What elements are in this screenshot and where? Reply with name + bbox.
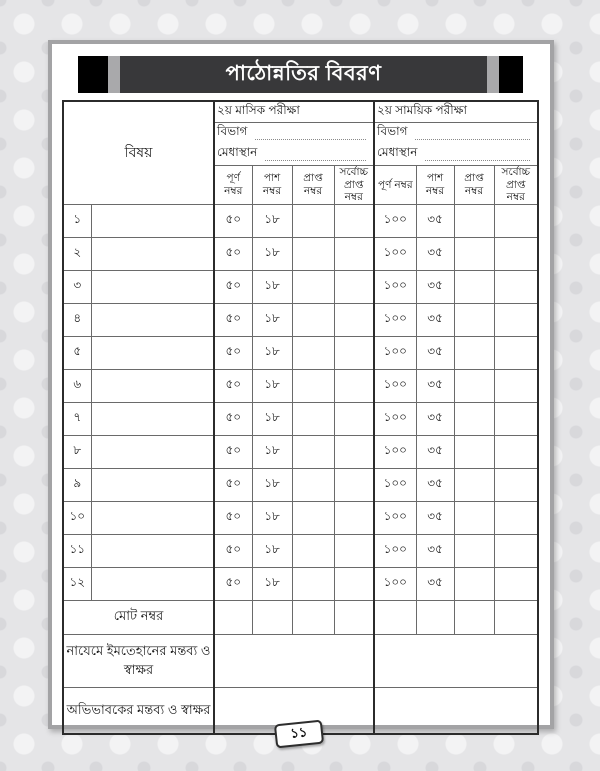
guardian-signature-label: অভিভাবকের মন্তব্য ও স্বাক্ষর <box>63 687 214 734</box>
exam1-merit-field <box>214 144 374 166</box>
exam2-obtained-marks-cell <box>454 270 494 303</box>
total-cell <box>214 600 252 634</box>
exam1-obtained-marks-cell <box>292 402 334 435</box>
exam-title-row <box>63 101 538 123</box>
exam2-pass-marks-cell: ৩৫ <box>416 204 454 237</box>
exam2-pass-marks-header: পাশ নম্বর <box>416 166 454 205</box>
examiner-signature-row <box>63 634 538 687</box>
table-row <box>63 402 538 435</box>
row-number-cell: ৩ <box>63 270 91 303</box>
exam1-highest-marks-cell <box>334 303 374 336</box>
exam2-pass-marks-cell: ৩৫ <box>416 270 454 303</box>
exam1-highest-marks-cell <box>334 204 374 237</box>
exam2-full-marks-cell: ১০০ <box>374 237 416 270</box>
exam2-full-marks-cell: ১০০ <box>374 336 416 369</box>
exam2-highest-marks-cell <box>494 204 538 237</box>
dotted-fill-line <box>265 159 366 161</box>
exam1-title: ২য় মাসিক পরীক্ষা <box>214 101 374 123</box>
row-number-cell: ৫ <box>63 336 91 369</box>
exam1-highest-marks-cell <box>334 501 374 534</box>
exam1-full-marks-cell: ৫০ <box>214 237 252 270</box>
table-row <box>63 534 538 567</box>
subject-cell <box>91 303 214 336</box>
exam2-full-marks-header: পূর্ণ নম্বর <box>374 166 416 205</box>
subject-cell <box>91 369 214 402</box>
exam2-obtained-marks-cell <box>454 336 494 369</box>
exam2-pass-marks-cell: ৩৫ <box>416 336 454 369</box>
table-row <box>63 237 538 270</box>
exam2-highest-marks-cell <box>494 402 538 435</box>
exam2-obtained-marks-cell <box>454 303 494 336</box>
exam2-highest-marks-cell <box>494 534 538 567</box>
row-number-cell: ১০ <box>63 501 91 534</box>
subject-cell <box>91 204 214 237</box>
exam2-division-label: বিভাগ <box>377 124 408 139</box>
banner-left-gray-stripe <box>108 56 120 93</box>
exam1-pass-marks-cell: ১৮ <box>252 567 292 600</box>
exam2-obtained-marks-cell <box>454 435 494 468</box>
exam2-obtained-marks-cell <box>454 369 494 402</box>
exam2-title: ২য় সাময়িক পরীক্ষা <box>374 101 538 123</box>
row-number-cell: ৮ <box>63 435 91 468</box>
exam2-guardian-signature-cell <box>374 687 538 734</box>
exam1-highest-marks-header: সর্বোচ্চ প্রাপ্ত নম্বর <box>334 166 374 205</box>
dotted-fill-line <box>425 159 530 161</box>
dotted-fill-line <box>415 138 530 140</box>
exam2-merit-label: মেধাস্থান <box>377 145 418 160</box>
row-number-cell: ৭ <box>63 402 91 435</box>
exam2-highest-marks-cell <box>494 567 538 600</box>
exam2-obtained-marks-cell <box>454 402 494 435</box>
exam1-obtained-marks-cell <box>292 336 334 369</box>
table-row <box>63 468 538 501</box>
exam1-pass-marks-cell: ১৮ <box>252 501 292 534</box>
total-cell <box>292 600 334 634</box>
subject-cell <box>91 402 214 435</box>
exam2-pass-marks-cell: ৩৫ <box>416 435 454 468</box>
exam1-pass-marks-cell: ১৮ <box>252 336 292 369</box>
exam1-full-marks-cell: ৫০ <box>214 303 252 336</box>
subject-column-header: বিষয় <box>63 101 214 204</box>
exam1-full-marks-cell: ৫০ <box>214 501 252 534</box>
exam2-pass-marks-cell: ৩৫ <box>416 369 454 402</box>
exam2-obtained-marks-cell <box>454 468 494 501</box>
progress-table <box>62 100 539 735</box>
exam1-obtained-marks-cell <box>292 204 334 237</box>
banner-right-black-block <box>499 56 523 93</box>
table-row <box>63 435 538 468</box>
exam2-full-marks-cell: ১০০ <box>374 567 416 600</box>
dotted-fill-line <box>255 138 366 140</box>
exam2-obtained-marks-header: প্রাপ্ত নম্বর <box>454 166 494 205</box>
table-row <box>63 501 538 534</box>
exam1-highest-marks-cell <box>334 402 374 435</box>
examiner-signature-label: নাযেমে ইমতেহানের মন্তব্য ও স্বাক্ষর <box>63 634 214 687</box>
exam1-full-marks-cell: ৫০ <box>214 402 252 435</box>
exam1-full-marks-cell: ৫০ <box>214 369 252 402</box>
table-row <box>63 204 538 237</box>
exam2-division-field <box>374 123 538 144</box>
exam1-obtained-marks-cell <box>292 435 334 468</box>
exam1-full-marks-cell: ৫০ <box>214 534 252 567</box>
exam1-merit-label: মেধাস্থান <box>217 145 258 160</box>
exam1-highest-marks-cell <box>334 435 374 468</box>
exam1-full-marks-cell: ৫০ <box>214 468 252 501</box>
exam1-pass-marks-cell: ১৮ <box>252 237 292 270</box>
total-cell <box>374 600 416 634</box>
total-marks-row <box>63 600 538 634</box>
exam2-full-marks-cell: ১০০ <box>374 303 416 336</box>
exam1-highest-marks-cell <box>334 567 374 600</box>
exam1-pass-marks-cell: ১৮ <box>252 435 292 468</box>
exam1-highest-marks-cell <box>334 534 374 567</box>
subject-cell <box>91 567 214 600</box>
exam2-highest-marks-cell <box>494 435 538 468</box>
exam2-highest-marks-cell <box>494 270 538 303</box>
table-row <box>63 369 538 402</box>
exam1-full-marks-cell: ৫০ <box>214 270 252 303</box>
exam1-highest-marks-cell <box>334 336 374 369</box>
exam1-obtained-marks-cell <box>292 237 334 270</box>
table-row <box>63 567 538 600</box>
exam2-obtained-marks-cell <box>454 534 494 567</box>
exam1-obtained-marks-cell <box>292 303 334 336</box>
exam2-highest-marks-cell <box>494 237 538 270</box>
exam2-obtained-marks-cell <box>454 567 494 600</box>
table-row <box>63 336 538 369</box>
exam2-examiner-signature-cell <box>374 634 538 687</box>
page-title: পাঠোন্নতির বিবরণ <box>120 56 487 93</box>
exam2-pass-marks-cell: ৩৫ <box>416 567 454 600</box>
exam2-highest-marks-header: সর্বোচ্চ প্রাপ্ত নম্বর <box>494 166 538 205</box>
exam1-highest-marks-cell <box>334 468 374 501</box>
row-number-cell: ১১ <box>63 534 91 567</box>
exam2-obtained-marks-cell <box>454 501 494 534</box>
exam1-pass-marks-cell: ১৮ <box>252 468 292 501</box>
table-row <box>63 303 538 336</box>
exam1-examiner-signature-cell <box>214 634 374 687</box>
subject-cell <box>91 270 214 303</box>
total-cell <box>334 600 374 634</box>
exam2-full-marks-cell: ১০০ <box>374 501 416 534</box>
exam1-obtained-marks-cell <box>292 501 334 534</box>
exam2-obtained-marks-cell <box>454 237 494 270</box>
exam2-pass-marks-cell: ৩৫ <box>416 468 454 501</box>
exam2-pass-marks-cell: ৩৫ <box>416 402 454 435</box>
exam2-pass-marks-cell: ৩৫ <box>416 237 454 270</box>
page-number-badge: ১১ <box>274 720 324 749</box>
exam1-division-field <box>214 123 374 144</box>
subject-cell <box>91 336 214 369</box>
report-sheet <box>48 40 554 729</box>
exam2-merit-field <box>374 144 538 166</box>
exam1-pass-marks-cell: ১৮ <box>252 402 292 435</box>
exam2-highest-marks-cell <box>494 468 538 501</box>
exam2-full-marks-cell: ১০০ <box>374 468 416 501</box>
exam2-pass-marks-cell: ৩৫ <box>416 501 454 534</box>
exam1-pass-marks-header: পাশ নম্বর <box>252 166 292 205</box>
exam1-obtained-marks-cell <box>292 468 334 501</box>
exam1-pass-marks-cell: ১৮ <box>252 303 292 336</box>
exam2-obtained-marks-cell <box>454 204 494 237</box>
row-number-cell: ১২ <box>63 567 91 600</box>
exam2-highest-marks-cell <box>494 303 538 336</box>
total-cell <box>454 600 494 634</box>
exam2-highest-marks-cell <box>494 501 538 534</box>
exam2-full-marks-cell: ১০০ <box>374 204 416 237</box>
exam1-pass-marks-cell: ১৮ <box>252 270 292 303</box>
exam1-obtained-marks-header: প্রাপ্ত নম্বর <box>292 166 334 205</box>
exam1-highest-marks-cell <box>334 270 374 303</box>
exam1-obtained-marks-cell <box>292 567 334 600</box>
exam1-full-marks-header: পূর্ণ নম্বর <box>214 166 252 205</box>
exam1-pass-marks-cell: ১৮ <box>252 204 292 237</box>
exam1-obtained-marks-cell <box>292 270 334 303</box>
banner-right-gray-stripe <box>487 56 499 93</box>
exam2-pass-marks-cell: ৩৫ <box>416 303 454 336</box>
banner-left-black-block <box>78 56 108 93</box>
row-number-cell: ৬ <box>63 369 91 402</box>
exam1-highest-marks-cell <box>334 369 374 402</box>
exam1-highest-marks-cell <box>334 237 374 270</box>
exam2-full-marks-cell: ১০০ <box>374 270 416 303</box>
subject-cell <box>91 435 214 468</box>
exam1-full-marks-cell: ৫০ <box>214 435 252 468</box>
exam2-full-marks-cell: ১০০ <box>374 369 416 402</box>
table-row <box>63 270 538 303</box>
exam2-highest-marks-cell <box>494 336 538 369</box>
total-cell <box>252 600 292 634</box>
exam2-highest-marks-cell <box>494 369 538 402</box>
row-number-cell: ৯ <box>63 468 91 501</box>
exam1-obtained-marks-cell <box>292 369 334 402</box>
exam1-full-marks-cell: ৫০ <box>214 336 252 369</box>
exam1-pass-marks-cell: ১৮ <box>252 369 292 402</box>
exam1-division-label: বিভাগ <box>217 124 248 139</box>
total-cell <box>494 600 538 634</box>
row-number-cell: ৪ <box>63 303 91 336</box>
exam1-full-marks-cell: ৫০ <box>214 567 252 600</box>
exam1-pass-marks-cell: ১৮ <box>252 534 292 567</box>
exam2-full-marks-cell: ১০০ <box>374 534 416 567</box>
subject-cell <box>91 534 214 567</box>
subject-cell <box>91 468 214 501</box>
exam1-obtained-marks-cell <box>292 534 334 567</box>
subject-cell <box>91 237 214 270</box>
subject-cell <box>91 501 214 534</box>
total-cell <box>416 600 454 634</box>
exam2-full-marks-cell: ১০০ <box>374 435 416 468</box>
title-banner <box>78 56 523 93</box>
exam2-full-marks-cell: ১০০ <box>374 402 416 435</box>
row-number-cell: ২ <box>63 237 91 270</box>
total-marks-label: মোট নম্বর <box>63 600 214 634</box>
exam2-pass-marks-cell: ৩৫ <box>416 534 454 567</box>
exam1-full-marks-cell: ৫০ <box>214 204 252 237</box>
row-number-cell: ১ <box>63 204 91 237</box>
